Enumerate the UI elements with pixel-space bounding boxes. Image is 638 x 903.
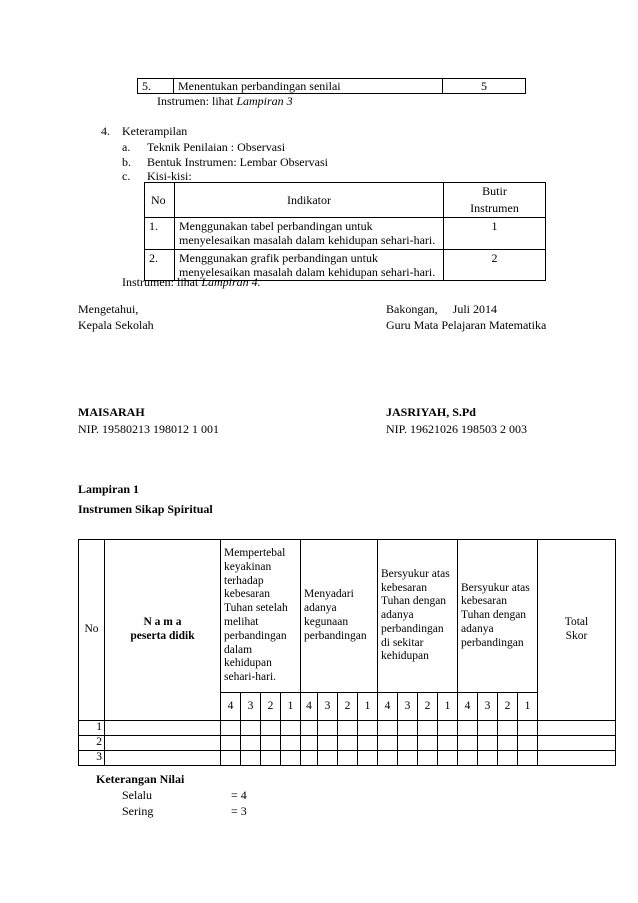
header-butir [444, 183, 546, 218]
header-total [538, 540, 616, 721]
top-table [137, 78, 526, 94]
signer-nip-left: NIP. 19580213 198012 1 001 [78, 422, 220, 436]
signer-name-right: JASRIYAH, S.Pd [386, 405, 476, 419]
aspect-header [301, 540, 378, 693]
row-number: 1 [79, 721, 105, 736]
aspect-line: Bersyukur atas [461, 581, 530, 594]
row-number: 2. [145, 249, 175, 281]
indicator-line: Menggunakan tabel perbandingan untuk [179, 218, 373, 233]
indicator-cell: Menentukan perbandingan senilai [174, 79, 443, 94]
list-item-letter: c. [122, 169, 131, 183]
keterangan-value: = 3 [231, 804, 247, 818]
keterangan-value: = 4 [231, 788, 247, 802]
aspect-line: Tuhan dengan [381, 595, 447, 608]
lampiran-title: Lampiran 1 [78, 482, 140, 496]
kepala-sekolah-label: Kepala Sekolah [78, 318, 154, 332]
aspect-line: adanya [304, 602, 337, 615]
aspect-line: Tuhan setelah [224, 602, 288, 615]
aspect-line: Tuhan dengan [461, 609, 527, 622]
aspect-line: kebesaran [381, 581, 427, 594]
aspect-line: keyakinan [224, 560, 272, 573]
list-item: Teknik Penilaian : Observasi [147, 140, 286, 154]
indicator-line: Menggunakan grafik perbandingan untuk [179, 250, 378, 265]
header-indikator: Indikator [175, 183, 444, 218]
header-no: No [145, 183, 175, 218]
instrumen-prefix: Instrumen: lihat [122, 275, 202, 289]
score-label: 2 [338, 693, 358, 721]
lampiran-table [78, 539, 616, 766]
indicator-cell [175, 217, 444, 249]
list-item-letter: b. [122, 155, 131, 169]
table-row [79, 721, 616, 736]
score-label: 4 [458, 693, 478, 721]
aspect-line: dalam [224, 643, 253, 656]
row-number: 1. [145, 217, 175, 249]
aspect-line: kegunaan [304, 616, 349, 628]
aspect-line: kebesaran [461, 595, 507, 608]
score-label: 1 [358, 693, 378, 721]
butir-cell: 2 [444, 249, 546, 281]
aspect-header [378, 540, 458, 693]
aspect-header [221, 540, 301, 693]
row-number: 3 [79, 751, 105, 766]
header-nama-line2: peserta didik [130, 630, 195, 642]
score-label: 3 [398, 693, 418, 721]
score-label: 4 [221, 693, 241, 721]
aspect-line: kebesaran [224, 588, 270, 601]
butir-cell: 5 [443, 79, 526, 94]
score-label: 2 [418, 693, 438, 721]
keterangan-label: Sering [122, 804, 154, 818]
keterangan-title: Keterangan Nilai [96, 772, 185, 786]
row-number: 2 [79, 736, 105, 751]
score-label: 2 [498, 693, 518, 721]
score-label: 1 [281, 693, 301, 721]
aspect-header [458, 540, 538, 693]
aspect-line: perbandingan [461, 636, 524, 649]
aspect-line: adanya [381, 609, 414, 622]
header-butir-line2: Instrumen [470, 201, 519, 216]
lampiran-subtitle: Instrumen Sikap Spiritual [78, 502, 213, 516]
instrumen-prefix: Instrumen: lihat [157, 94, 237, 108]
score-label: 2 [261, 693, 281, 721]
aspect-line: perbandingan [304, 629, 367, 642]
table-header-row [145, 183, 546, 218]
list-item: Bentuk Instrumen: Lembar Observasi [147, 155, 328, 169]
aspect-line: adanya [461, 622, 494, 635]
aspect-line: sehari-hari. [224, 671, 277, 684]
header-total-line1: Total [564, 616, 589, 629]
aspect-line: melihat [224, 616, 259, 628]
signer-nip-right: NIP. 19621026 198503 2 003 [386, 422, 528, 436]
table-header-row [79, 540, 616, 693]
aspect-line: kehidupan [381, 650, 429, 663]
table-row [145, 217, 546, 249]
list-item: Kisi-kisi: [147, 169, 192, 183]
aspect-line: Menyadari [304, 588, 354, 601]
place-date: Bakongan, Juli 2014 [386, 302, 497, 316]
aspect-line: kehidupan [224, 657, 272, 670]
score-label: 4 [301, 693, 318, 721]
score-label: 4 [378, 693, 398, 721]
header-no: No [79, 540, 105, 721]
section-title: Keterampilan [122, 124, 188, 138]
instrumen-note [122, 275, 261, 289]
aspect-line: perbandingan [224, 629, 287, 642]
header-total-line2: Skor [565, 630, 588, 642]
aspect-line: terhadap [224, 574, 264, 587]
indicator-line: menyelesaikan masalah dalam kehidupan sehari-hari. [179, 233, 436, 248]
header-nama [105, 540, 221, 721]
row-number: 5. [138, 79, 174, 94]
aspect-line: di sekitar [381, 636, 424, 649]
score-label: 3 [478, 693, 498, 721]
table-row [79, 751, 616, 766]
signer-name-left: MAISARAH [78, 405, 145, 419]
mengetahui-label: Mengetahui, [78, 302, 139, 316]
aspect-line: Bersyukur atas [381, 567, 450, 580]
table-row [79, 736, 616, 751]
butir-cell: 1 [444, 217, 546, 249]
keterangan-label: Selalu [122, 788, 152, 802]
guru-label: Guru Mata Pelajaran Matematika [386, 318, 547, 332]
score-label: 1 [518, 693, 538, 721]
aspect-line: perbandingan [381, 622, 444, 635]
header-nama-line1: N a m a [143, 616, 182, 629]
score-label: 3 [241, 693, 261, 721]
kisi-table [144, 182, 546, 281]
header-butir-line1: Butir [482, 184, 507, 198]
list-item-letter: a. [122, 140, 131, 154]
section-number: 4. [101, 124, 110, 138]
score-label: 3 [318, 693, 338, 721]
instrumen-ref: Lampiran 3 [236, 94, 293, 108]
aspect-line: Mempertebal [224, 547, 286, 560]
instrumen-note [157, 94, 293, 108]
score-label: 1 [438, 693, 458, 721]
indicator-line: menyelesaikan masalah dalam kehidupan sehari-hari. [179, 264, 436, 279]
instrumen-ref: Lampiran 4. [201, 275, 261, 289]
table-row [138, 79, 526, 94]
